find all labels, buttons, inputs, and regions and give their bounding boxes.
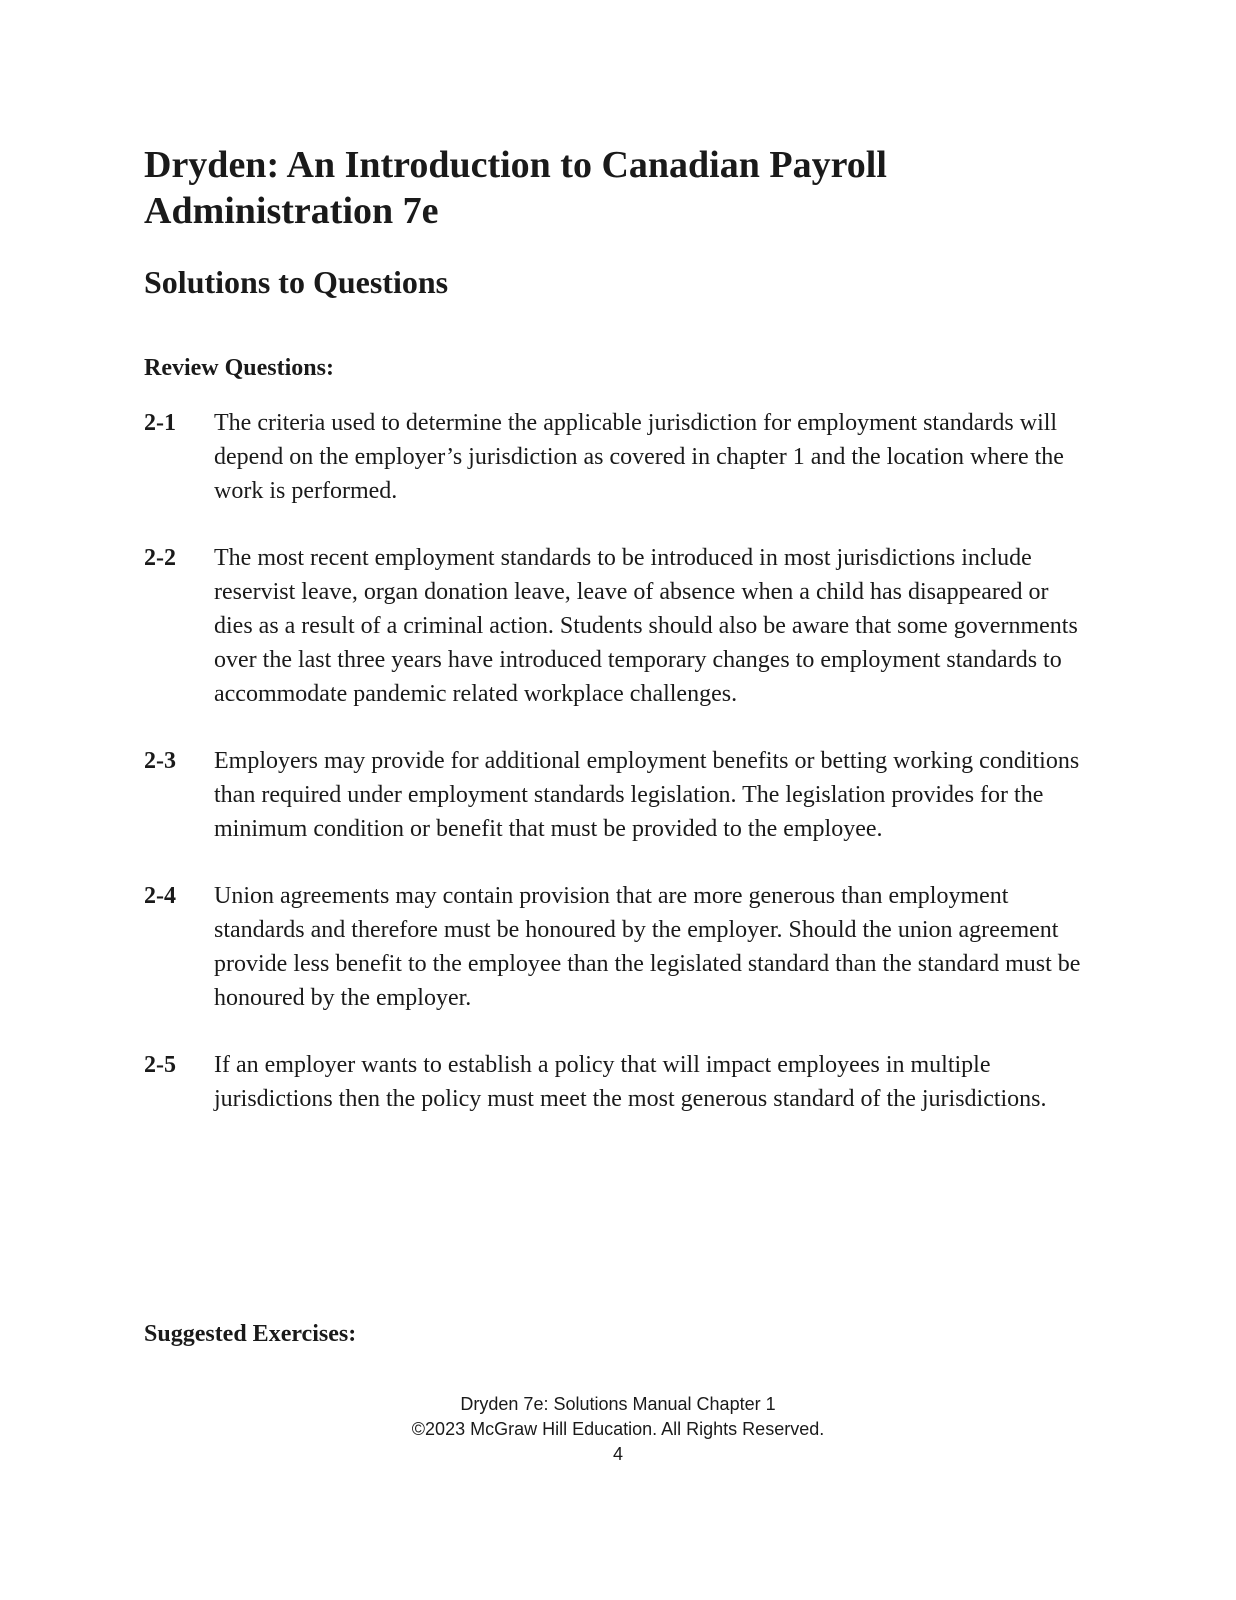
footer-copyright: ©2023 McGraw Hill Education. All Rights Reserved. xyxy=(411,1419,825,1439)
page-number: 4 xyxy=(612,1444,623,1464)
answer-text: Employers may provide for additional employment benefits or betting working conditions than required under employment standards legislation. The legislation provides for the minimum condition or benefit that must be provided to the employee. xyxy=(214,748,1080,842)
question-number: 2-2 xyxy=(144,545,176,571)
question-number: 2-5 xyxy=(144,1052,176,1078)
page-footer xyxy=(0,1392,1236,1467)
document-title: Dryden: An Introduction to Canadian Payroll Administration 7e xyxy=(144,144,887,232)
review-question-item xyxy=(144,541,1084,711)
review-question-item xyxy=(144,879,1084,1015)
review-question-item xyxy=(144,1048,1084,1116)
question-number: 2-4 xyxy=(144,883,176,909)
suggested-exercises-heading: Suggested Exercises: xyxy=(144,1321,357,1347)
review-question-item xyxy=(144,406,1084,508)
document-subtitle: Solutions to Questions xyxy=(144,264,449,300)
footer-manual-title: Dryden 7e: Solutions Manual Chapter 1 xyxy=(460,1394,776,1414)
answer-text: Union agreements may contain provision that are more generous than employment standards and therefore must be honoured by the employer. Should the union agreement provide less benefit to the employee than the legislated standard than the standard must be honoured by the employer. xyxy=(214,883,1081,1011)
question-number: 2-3 xyxy=(144,748,176,774)
answer-text: If an employer wants to establish a policy that will impact employees in multiple jurisdictions then the policy must meet the most generous standard of the jurisdictions. xyxy=(214,1052,1047,1112)
review-questions-heading: Review Questions: xyxy=(144,355,334,381)
answer-text: The most recent employment standards to be introduced in most jurisdictions include reservist leave, organ donation leave, leave of absence when a child has disappeared or dies as a result of a criminal action. Students should also be aware that some governments over the last three years have introduced temporary changes to employment standards to accommodate pandemic related workplace challenges. xyxy=(214,545,1078,707)
answer-text: The criteria used to determine the applicable jurisdiction for employment standards will depend on the employer’s jurisdiction as covered in chapter 1 and the location where the work is performed. xyxy=(214,410,1064,504)
review-questions-list xyxy=(144,406,1084,1149)
review-question-item xyxy=(144,744,1084,846)
question-number: 2-1 xyxy=(144,410,176,436)
